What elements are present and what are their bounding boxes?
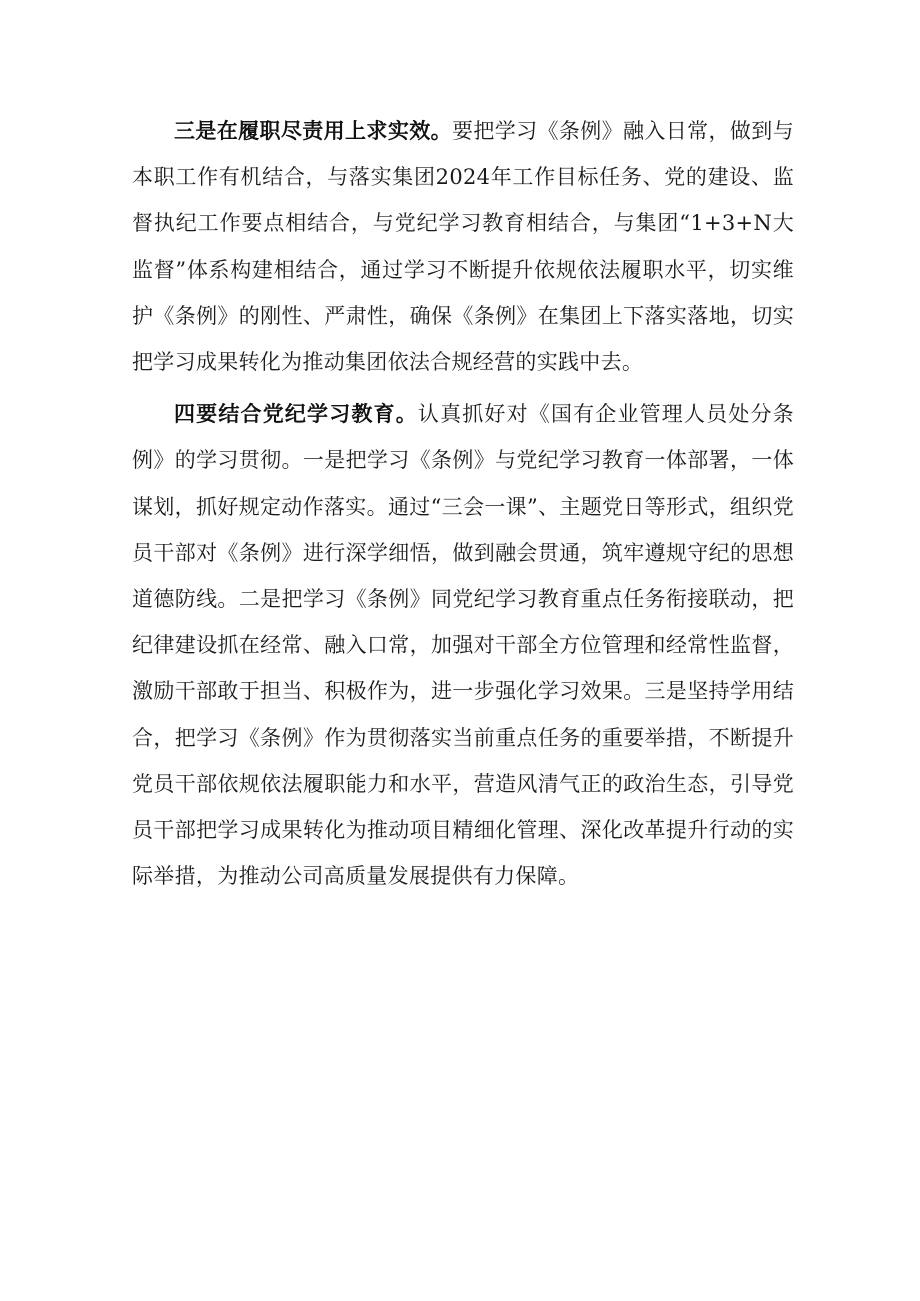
- paragraph-3: [132, 108, 794, 385]
- paragraph-4-heading: 四要结合党纪学习教育。: [174, 402, 418, 427]
- document-body: [132, 108, 794, 905]
- paragraph-3-text: 要把学习《条例》融入日常，做到与本职工作有机结合，与落实集团2024年工作目标任务、党的建设、监督执纪工作要点相结合，与党纪学习教育相结合，与集团“1+3+N大监督”体系构建相结合，通过学习不断提升依规依法履职水平，切实维护《条例》的刚性、严肃性，确保《条例》在集团上下落实落地，切实把学习成果转化为推动集团依法合规经营的实践中去。: [132, 119, 794, 375]
- paragraph-4: [132, 391, 794, 899]
- paragraph-4-text: 认真抓好对《国有企业管理人员处分条例》的学习贯彻。一是把学习《条例》与党纪学习教育一体部署，一体谋划，抓好规定动作落实。通过“三会一课”、主题党日等形式，组织党员干部对《条例》进行深学细悟，做到融会贯通，筑牢遵规守纪的思想道德防线。二是把学习《条例》同党纪学习教育重点任务衔接联动，把纪律建设抓在经常、融入口常，加强对干部全方位管理和经常性监督，激励干部敢于担当、积极作为，进一步强化学习效果。三是坚持学用结合，把学习《条例》作为贯彻落实当前重点任务的重要举措，不断提升党员干部依规依法履职能力和水平，营造风清气正的政治生态，引导党员干部把学习成果转化为推动项目精细化管理、深化改革提升行动的实际举措，为推动公司高质量发展提供有力保障。: [132, 402, 794, 889]
- paragraph-3-heading: 三是在履职尽责用上求实效。: [174, 119, 452, 143]
